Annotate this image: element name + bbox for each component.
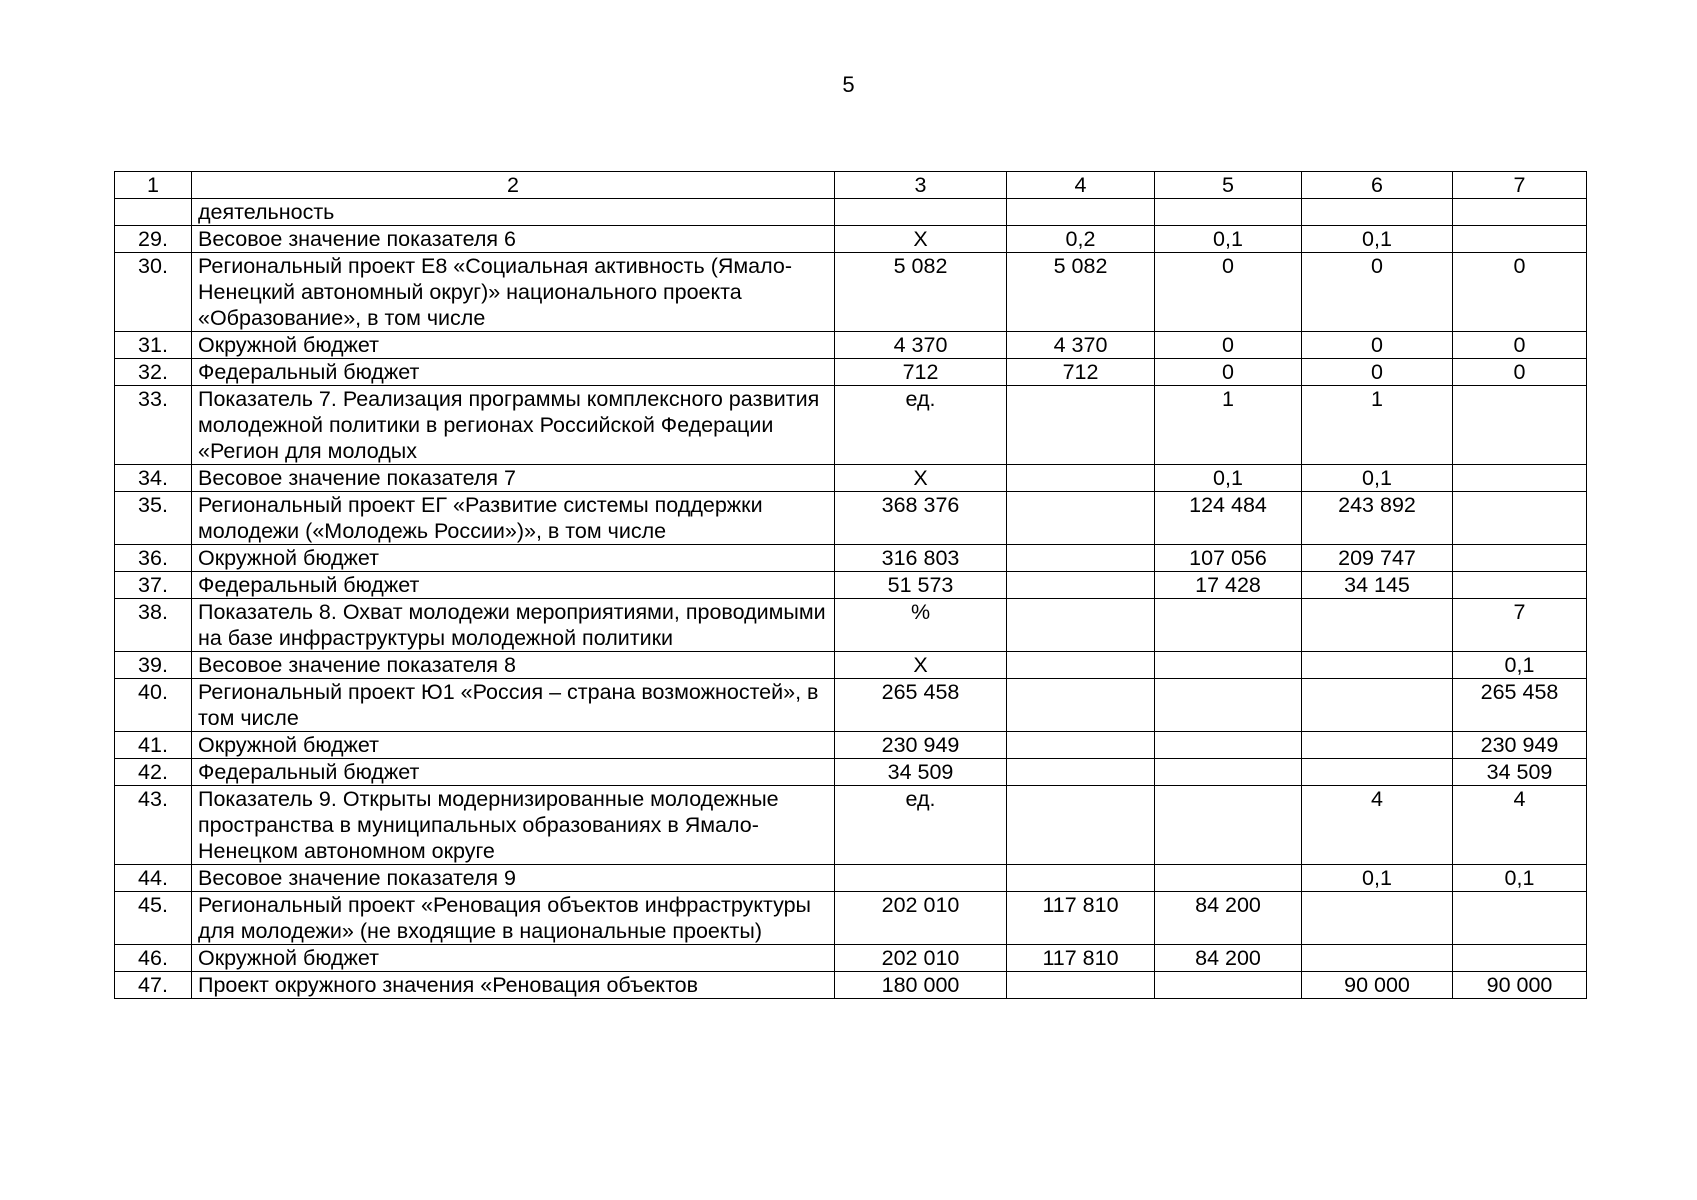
column-7-cell: 34 509 [1453,759,1587,786]
column-6-cell: 0 [1302,359,1453,386]
column-6-cell [1302,599,1453,652]
column-header: 6 [1302,172,1453,199]
row-number-cell: 32. [115,359,192,386]
row-description-cell: Показатель 7. Реализация программы комплексного развития молодежной политики в регионах Российской Федерации «Регион для молодых [192,386,835,465]
table-row [115,572,1587,599]
row-number-cell: 29. [115,226,192,253]
column-7-cell [1453,545,1587,572]
column-4-cell [1007,759,1155,786]
row-description-cell: Федеральный бюджет [192,759,835,786]
column-7-cell: 230 949 [1453,732,1587,759]
row-number-cell: 47. [115,972,192,999]
column-6-cell: 0 [1302,253,1453,332]
column-3-cell: % [835,599,1007,652]
column-header: 2 [192,172,835,199]
column-7-cell [1453,199,1587,226]
table-row [115,652,1587,679]
row-number-cell: 37. [115,572,192,599]
column-5-cell [1155,972,1302,999]
column-5-cell: 0,1 [1155,226,1302,253]
row-number-cell: 43. [115,786,192,865]
column-6-cell: 0,1 [1302,465,1453,492]
table-row [115,679,1587,732]
column-5-cell [1155,199,1302,226]
column-5-cell [1155,865,1302,892]
row-description-cell: Весовое значение показателя 9 [192,865,835,892]
table-row [115,865,1587,892]
column-3-cell: 202 010 [835,892,1007,945]
column-header: 5 [1155,172,1302,199]
column-5-cell: 84 200 [1155,945,1302,972]
column-3-cell: X [835,465,1007,492]
column-3-cell: 5 082 [835,253,1007,332]
column-6-cell [1302,892,1453,945]
column-5-cell [1155,652,1302,679]
row-number-cell: 45. [115,892,192,945]
table-row [115,786,1587,865]
row-description-cell: Весовое значение показателя 7 [192,465,835,492]
row-number-cell: 33. [115,386,192,465]
column-4-cell: 117 810 [1007,892,1155,945]
column-7-cell [1453,892,1587,945]
column-6-cell [1302,199,1453,226]
table-row [115,545,1587,572]
column-6-cell [1302,679,1453,732]
table-row [115,253,1587,332]
row-description-cell: Весовое значение показателя 6 [192,226,835,253]
row-number-cell: 46. [115,945,192,972]
column-6-cell: 34 145 [1302,572,1453,599]
column-3-cell [835,199,1007,226]
row-description-cell: деятельность [192,199,835,226]
column-4-cell [1007,599,1155,652]
column-6-cell: 0,1 [1302,226,1453,253]
column-7-cell: 0,1 [1453,652,1587,679]
column-4-cell [1007,865,1155,892]
column-7-cell: 90 000 [1453,972,1587,999]
column-3-cell: ед. [835,386,1007,465]
column-3-cell [835,865,1007,892]
column-7-cell: 0,1 [1453,865,1587,892]
column-4-cell [1007,465,1155,492]
row-number-cell: 34. [115,465,192,492]
column-3-cell: 4 370 [835,332,1007,359]
column-7-cell: 0 [1453,253,1587,332]
column-7-cell: 0 [1453,332,1587,359]
row-number-cell: 30. [115,253,192,332]
row-number-cell: 40. [115,679,192,732]
table-row [115,199,1587,226]
row-number-cell: 38. [115,599,192,652]
column-6-cell: 243 892 [1302,492,1453,545]
column-4-cell [1007,732,1155,759]
column-4-cell: 5 082 [1007,253,1155,332]
column-4-cell: 117 810 [1007,945,1155,972]
column-5-cell: 84 200 [1155,892,1302,945]
column-header: 1 [115,172,192,199]
column-5-cell [1155,732,1302,759]
column-6-cell: 209 747 [1302,545,1453,572]
column-5-cell: 17 428 [1155,572,1302,599]
column-6-cell [1302,652,1453,679]
row-number-cell: 41. [115,732,192,759]
column-6-cell [1302,759,1453,786]
row-number-cell: 35. [115,492,192,545]
column-5-cell: 1 [1155,386,1302,465]
column-4-cell [1007,386,1155,465]
column-4-cell [1007,199,1155,226]
column-5-cell: 0 [1155,253,1302,332]
column-number-row [115,172,1587,199]
table-row [115,492,1587,545]
table-row [115,332,1587,359]
column-7-cell: 7 [1453,599,1587,652]
table-row [115,386,1587,465]
page-number: 5 [842,72,855,97]
row-number-cell: 44. [115,865,192,892]
column-header: 3 [835,172,1007,199]
table-row [115,892,1587,945]
column-6-cell [1302,945,1453,972]
column-4-cell [1007,492,1155,545]
column-7-cell: 265 458 [1453,679,1587,732]
column-7-cell [1453,492,1587,545]
column-3-cell: 180 000 [835,972,1007,999]
column-header: 7 [1453,172,1587,199]
column-4-cell: 712 [1007,359,1155,386]
column-header: 4 [1007,172,1155,199]
column-5-cell [1155,599,1302,652]
table-body [115,199,1587,999]
row-description-cell: Окружной бюджет [192,545,835,572]
row-description-cell: Федеральный бюджет [192,572,835,599]
column-6-cell: 0 [1302,332,1453,359]
column-6-cell: 4 [1302,786,1453,865]
table-row [115,226,1587,253]
column-5-cell [1155,786,1302,865]
column-7-cell: 0 [1453,359,1587,386]
column-3-cell: 265 458 [835,679,1007,732]
row-number-cell [115,199,192,226]
column-7-cell [1453,386,1587,465]
column-6-cell: 90 000 [1302,972,1453,999]
table-row [115,972,1587,999]
row-description-cell: Региональный проект «Реновация объектов инфраструктуры для молодежи» (не входящие в национальные проекты) [192,892,835,945]
column-3-cell: 368 376 [835,492,1007,545]
table-row [115,359,1587,386]
row-description-cell: Окружной бюджет [192,732,835,759]
column-7-cell [1453,226,1587,253]
row-description-cell: Проект окружного значения «Реновация объектов [192,972,835,999]
column-4-cell [1007,572,1155,599]
column-5-cell: 124 484 [1155,492,1302,545]
column-7-cell [1453,465,1587,492]
row-description-cell: Региональный проект Ю1 «Россия – страна возможностей», в том числе [192,679,835,732]
column-7-cell [1453,572,1587,599]
row-description-cell: Региональный проект ЕГ «Развитие системы поддержки молодежи («Молодежь России»)», в том числе [192,492,835,545]
row-number-cell: 36. [115,545,192,572]
row-description-cell: Показатель 9. Открыты модернизированные молодежные пространства в муниципальных образованиях в Ямало-Ненецком автономном округе [192,786,835,865]
column-7-cell: 4 [1453,786,1587,865]
column-3-cell: 712 [835,359,1007,386]
column-3-cell: X [835,226,1007,253]
table-row [115,945,1587,972]
column-3-cell: 316 803 [835,545,1007,572]
column-5-cell [1155,759,1302,786]
row-number-cell: 31. [115,332,192,359]
column-4-cell [1007,786,1155,865]
column-3-cell: 230 949 [835,732,1007,759]
column-6-cell [1302,732,1453,759]
column-6-cell: 0,1 [1302,865,1453,892]
column-5-cell [1155,679,1302,732]
column-4-cell [1007,545,1155,572]
column-6-cell: 1 [1302,386,1453,465]
column-5-cell: 0 [1155,359,1302,386]
table-row [115,759,1587,786]
column-3-cell: 51 573 [835,572,1007,599]
row-description-cell: Региональный проект Е8 «Социальная активность (Ямало-Ненецкий автономный округ)» национального проекта «Образование», в том числе [192,253,835,332]
row-description-cell: Окружной бюджет [192,332,835,359]
column-4-cell [1007,679,1155,732]
row-description-cell: Окружной бюджет [192,945,835,972]
column-3-cell: X [835,652,1007,679]
budget-table [114,171,1587,999]
column-4-cell [1007,652,1155,679]
column-5-cell: 0 [1155,332,1302,359]
column-7-cell [1453,945,1587,972]
column-5-cell: 107 056 [1155,545,1302,572]
column-4-cell [1007,972,1155,999]
row-number-cell: 39. [115,652,192,679]
column-5-cell: 0,1 [1155,465,1302,492]
row-description-cell: Федеральный бюджет [192,359,835,386]
column-4-cell: 4 370 [1007,332,1155,359]
row-description-cell: Весовое значение показателя 8 [192,652,835,679]
column-3-cell: 34 509 [835,759,1007,786]
column-3-cell: 202 010 [835,945,1007,972]
column-3-cell: ед. [835,786,1007,865]
row-description-cell: Показатель 8. Охват молодежи мероприятиями, проводимыми на базе инфраструктуры молодежной политики [192,599,835,652]
column-4-cell: 0,2 [1007,226,1155,253]
table-row [115,465,1587,492]
row-number-cell: 42. [115,759,192,786]
table-row [115,732,1587,759]
table-row [115,599,1587,652]
